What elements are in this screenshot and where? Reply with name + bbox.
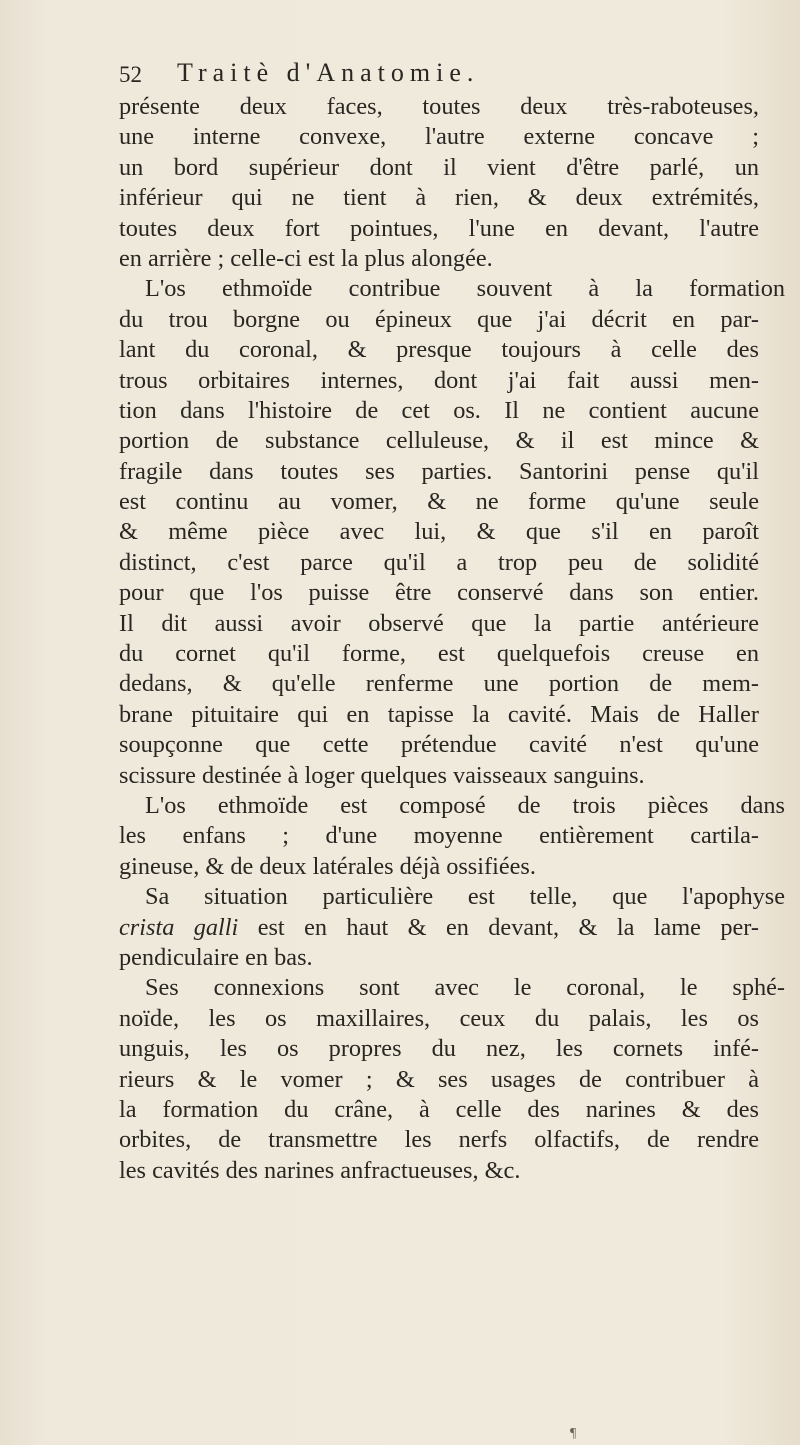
text-line: pour que l'os puisse être conservé dans son entier. [119,579,759,607]
text-line: Il dit aussi avoir observé que la partie antérieure [119,609,759,637]
page-header [119,58,759,90]
text-line: la formation du crâne, à celle des narines & des [119,1095,759,1123]
text-line: présente deux faces, toutes deux très-raboteuses, [119,93,759,120]
text-line: portion de substance celluleuse, & il est mince & [119,427,759,455]
text-line: un bord supérieur dont il vient d'être parlé, un [119,153,759,181]
text-line: brane pituitaire qui en tapisse la cavité. Mais de Haller [119,700,759,728]
text-line: du cornet qu'il forme, est quelquefois creuse en [119,640,759,668]
footer-mark: ¶ [570,1426,577,1441]
text-line: tion dans l'histoire de cet os. Il ne contient aucune [119,396,759,424]
text-line: dedans, & qu'elle renferme une portion de mem- [119,670,759,698]
text-line: fragile dans toutes ses parties. Santorini pense qu'il [119,457,759,485]
paragraph-start: Ses connexions sont avec le coronal, le sphé- [145,974,785,1002]
paragraph-start: L'os ethmoïde est composé de trois pièces dans [145,791,785,819]
text-line: gineuse, & de deux latérales déjà ossifiées. [119,852,536,880]
text-line: crista galli est en haut & en devant, & la lame per- [119,913,759,941]
text-line: unguis, les os propres du nez, les cornets infé- [119,1035,759,1063]
text-line: & même pièce avec lui, & que s'il en paroît [119,518,759,546]
text-line: du trou borgne ou épineux que j'ai décrit en par- [119,305,759,333]
text-line: lant du coronal, & presque toujours à celle des [119,336,759,364]
text-line: les cavités des narines anfractueuses, &c. [119,1156,521,1184]
text-line: inférieur qui ne tient à rien, & deux extrémités, [119,184,759,212]
latin-term: crista galli [119,913,239,941]
text-line: trous orbitaires internes, dont j'ai fait aussi men- [119,366,759,394]
running-title: Traitè d'Anatomie. [177,58,480,87]
text-line: toutes deux fort pointues, l'une en devant, l'autre [119,214,759,242]
text-line: orbites, de transmettre les nerfs olfactifs, de rendre [119,1126,759,1154]
paragraph-start: L'os ethmoïde contribue souvent à la formation [145,275,785,303]
body-text [119,92,785,1186]
text-line: une interne convexe, l'autre externe concave ; [119,123,759,151]
paragraph-start: Sa situation particulière est telle, que l'apophyse [145,883,785,911]
text-line: pendiculaire en bas. [119,943,313,971]
text-line: scissure destinée à loger quelques vaisseaux sanguins. [119,761,645,789]
text-line: rieurs & le vomer ; & ses usages de contribuer à [119,1065,759,1093]
text-line: soupçonne que cette prétendue cavité n'est qu'une [119,731,759,759]
text-line: est continu au vomer, & ne forme qu'une seule [119,488,759,516]
text-line: les enfans ; d'une moyenne entièrement cartila- [119,822,759,850]
text-line: noïde, les os maxillaires, ceux du palais, les os [119,1004,759,1032]
text-line: distinct, c'est parce qu'il a trop peu de solidité [119,548,759,576]
text-line: en arrière ; celle-ci est la plus alongée. [119,244,493,272]
page-number: 52 [119,62,142,87]
